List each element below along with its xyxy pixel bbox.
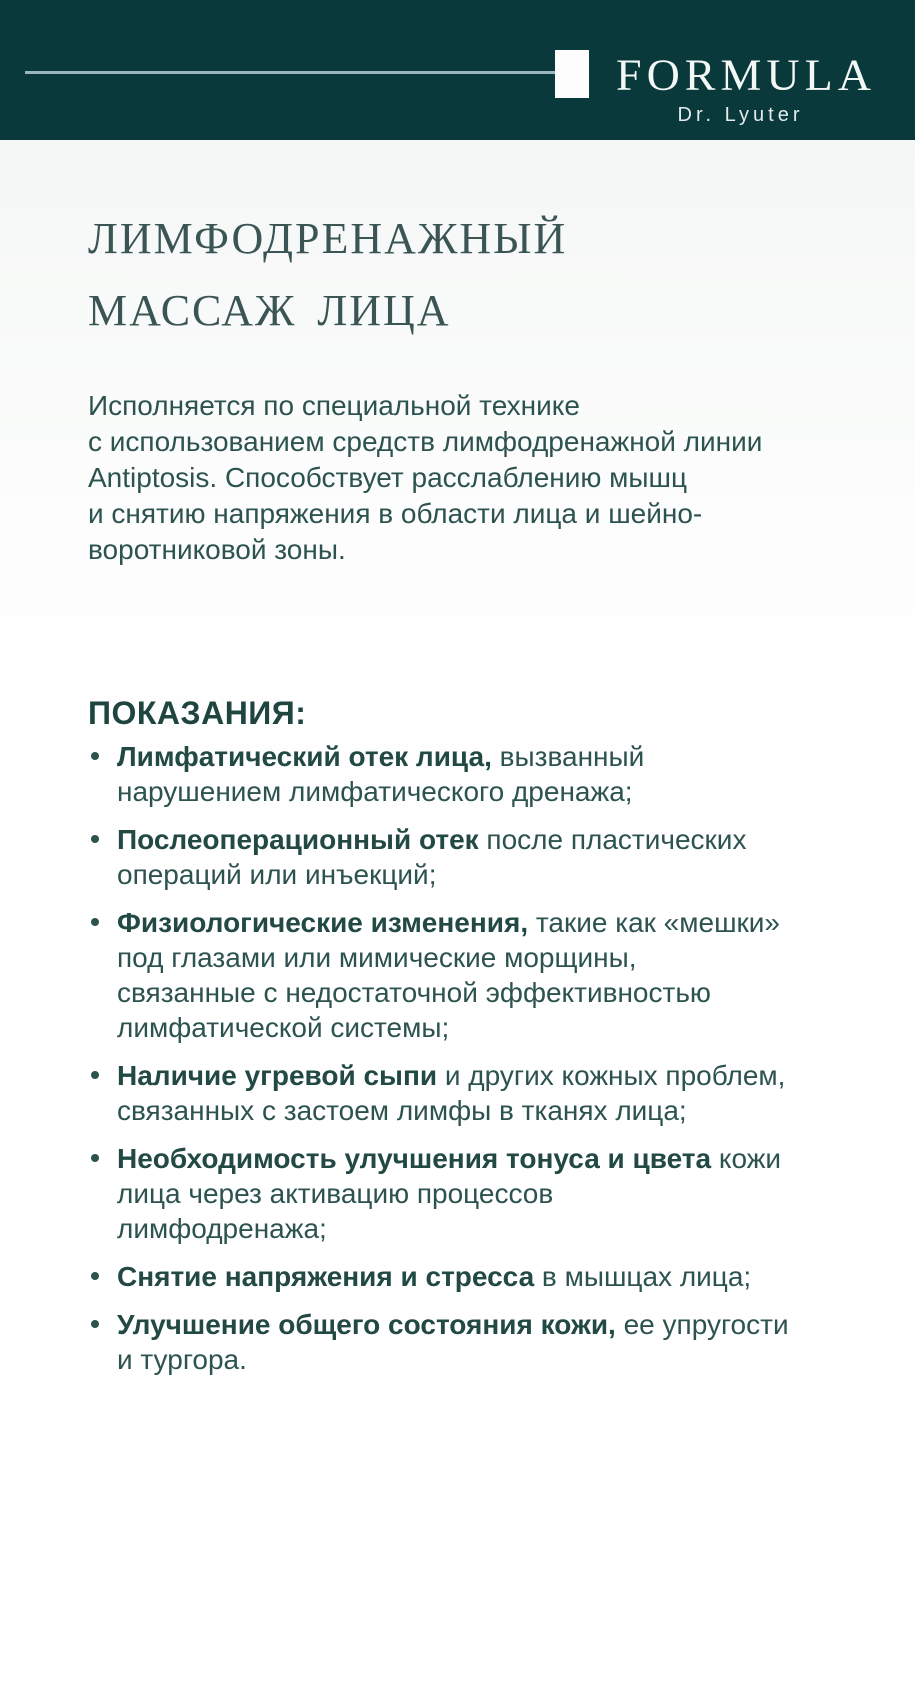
bullet-icon (91, 1154, 99, 1162)
indication-term: Наличие угревой сыпи (117, 1060, 438, 1091)
brand-subtitle: Dr. Lyuter (677, 104, 804, 126)
list-item (88, 822, 888, 892)
logo-square-icon (555, 50, 589, 98)
bullet-icon (91, 1071, 99, 1079)
bullet-icon (91, 918, 99, 926)
brand-wordmark: FORMULA (616, 49, 876, 100)
indication-term: Послеоперационный отек (117, 824, 479, 855)
horizontal-rule (25, 71, 555, 74)
indications-heading: ПОКАЗАНИЯ: (88, 694, 307, 731)
indication-detail: кожи лица через активацию процессов лимфодренажа; (117, 1143, 782, 1244)
brand-header (0, 0, 915, 140)
list-item (88, 1058, 888, 1128)
indication-detail: в мышцах лица; (534, 1261, 752, 1292)
page-title: ЛИМФОДРЕНАЖНЫЙ МАССАЖ ЛИЦА (88, 214, 568, 336)
indication-term: Физиологические изменения, (117, 907, 529, 938)
indication-detail: и других кожных проблем, связанных с застоем лимфы в тканях лица; (117, 1060, 786, 1126)
bullet-icon (91, 1272, 99, 1280)
bullet-icon (91, 1320, 99, 1328)
list-item (88, 1307, 888, 1377)
list-item (88, 1259, 888, 1294)
indication-detail: после пластических операций или инъекций; (117, 824, 747, 890)
bullet-icon (91, 752, 99, 760)
indications-list (88, 739, 888, 1390)
indication-term: Снятие напряжения и стресса (117, 1261, 535, 1292)
intro-paragraph: Исполняется по специальной технике с использованием средств лимфодренажной линии Antiptosis. Способствует расслаблению мышц и снятию напряжения в области лица и шейно- воротниковой зоны. (88, 390, 763, 565)
list-item (88, 1141, 888, 1246)
indication-detail: ее упругости и тургора. (117, 1309, 789, 1375)
indication-detail: такие как «мешки» под глазами или мимические морщины, связанные с недостаточной эффективностью лимфатической системы; (117, 907, 780, 1043)
list-item (88, 905, 888, 1045)
list-item (88, 739, 888, 809)
bullet-icon (91, 835, 99, 843)
indication-term: Улучшение общего состояния кожи, (117, 1309, 616, 1340)
indication-detail: вызванный нарушением лимфатического дренажа; (117, 741, 645, 807)
indication-term: Лимфатический отек лица, (117, 741, 492, 772)
indication-term: Необходимость улучшения тонуса и цвета (117, 1143, 712, 1174)
